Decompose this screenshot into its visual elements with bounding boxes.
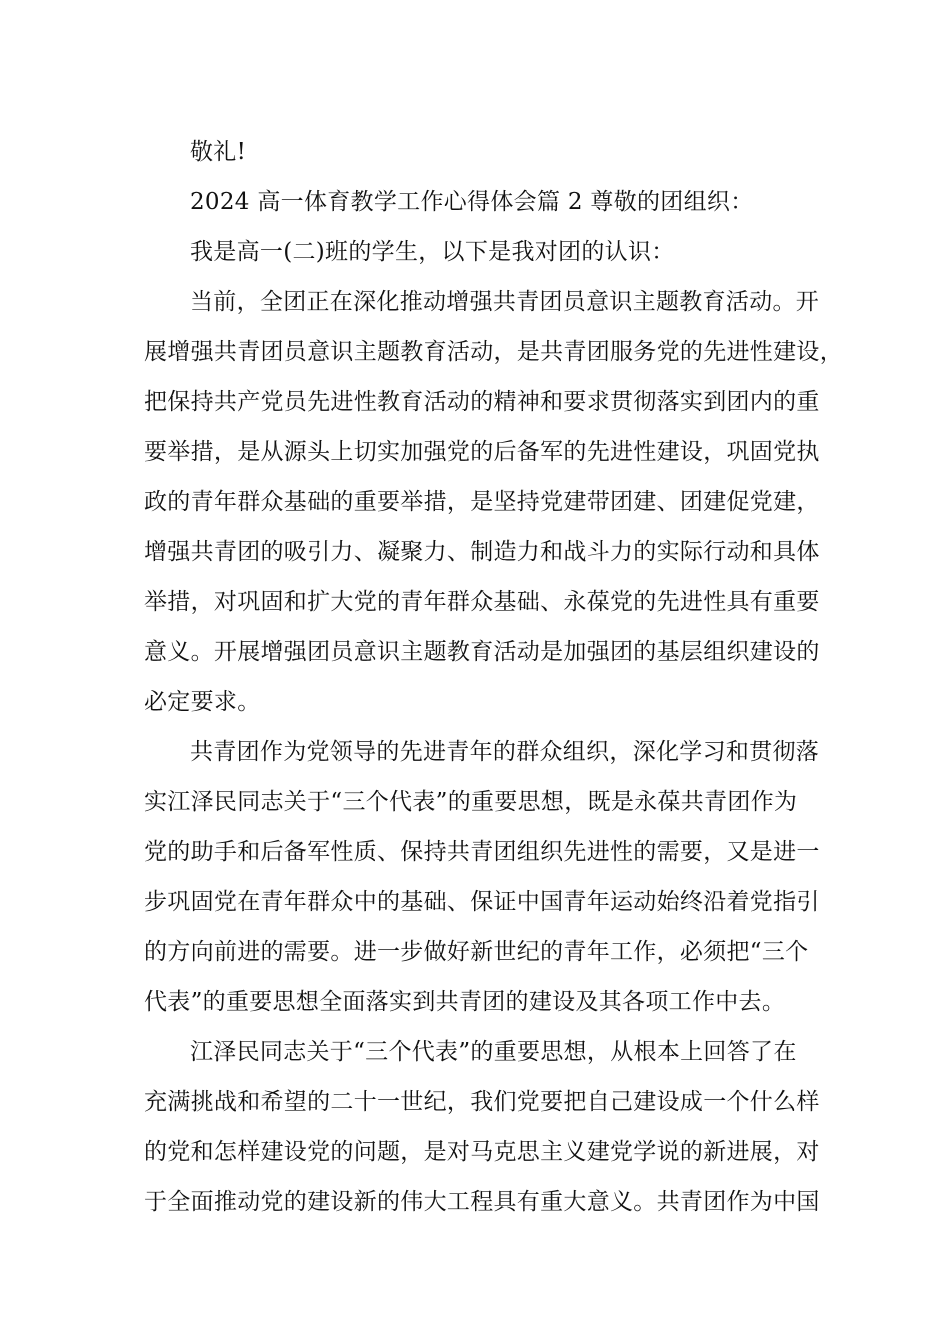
paragraph-line: 实江泽民同志关于“三个代表”的重要思想，既是永葆共青团作为 (144, 789, 798, 815)
heading-line: 2024 高一体育教学工作心得体会篇 2 尊敬的团组织： (190, 189, 754, 215)
paragraph-line: 要举措，是从源头上切实加强党的后备军的先进性建设，巩固党执 (144, 439, 820, 465)
paragraph-line: 于全面推动党的建设新的伟大工程具有重大意义。共青团作为中国 (144, 1189, 820, 1215)
paragraph-line: 充满挑战和希望的二十一世纪，我们党要把自己建设成一个什么样 (144, 1089, 820, 1115)
paragraph-line: 增强共青团的吸引力、凝聚力、制造力和战斗力的实际行动和具体 (144, 539, 820, 565)
paragraph-line: 展增强共青团员意识主题教育活动，是共青团服务党的先进性建设， (144, 339, 843, 365)
paragraph-line: 当前，全团正在深化推动增强共青团员意识主题教育活动。开 (190, 289, 820, 315)
paragraph-line: 共青团作为党领导的先进青年的群众组织，深化学习和贯彻落 (190, 739, 820, 765)
paragraph-line: 党的助手和后备军性质、保持共青团组织先进性的需要，又是进一 (144, 839, 820, 865)
salutation-closing: 敬礼! (190, 139, 247, 165)
paragraph-line: 江泽民同志关于“三个代表”的重要思想，从根本上回答了在 (190, 1039, 797, 1065)
intro-line: 我是高一(二)班的学生，以下是我对团的认识： (190, 239, 675, 265)
paragraph-line: 必定要求。 (144, 689, 261, 715)
paragraph-line: 的方向前进的需要。进一步做好新世纪的青年工作，必须把“三个 (144, 939, 809, 965)
paragraph-line: 步巩固党在青年群众中的基础、保证中国青年运动始终沿着党指引 (144, 889, 820, 915)
paragraph-line: 政的青年群众基础的重要举措，是坚持党建带团建、团建促党建， (144, 489, 820, 515)
paragraph-line: 举措，对巩固和扩大党的青年群众基础、永葆党的先进性具有重要 (144, 589, 820, 615)
paragraph-line: 把保持共产党员先进性教育活动的精神和要求贯彻落实到团内的重 (144, 389, 820, 415)
paragraph-line: 的党和怎样建设党的问题，是对马克思主义建党学说的新进展，对 (144, 1139, 820, 1165)
paragraph-line: 代表”的重要思想全面落实到共青团的建设及其各项工作中去。 (144, 989, 786, 1015)
paragraph-line: 意义。开展增强团员意识主题教育活动是加强团的基层组织建设的 (144, 639, 820, 665)
